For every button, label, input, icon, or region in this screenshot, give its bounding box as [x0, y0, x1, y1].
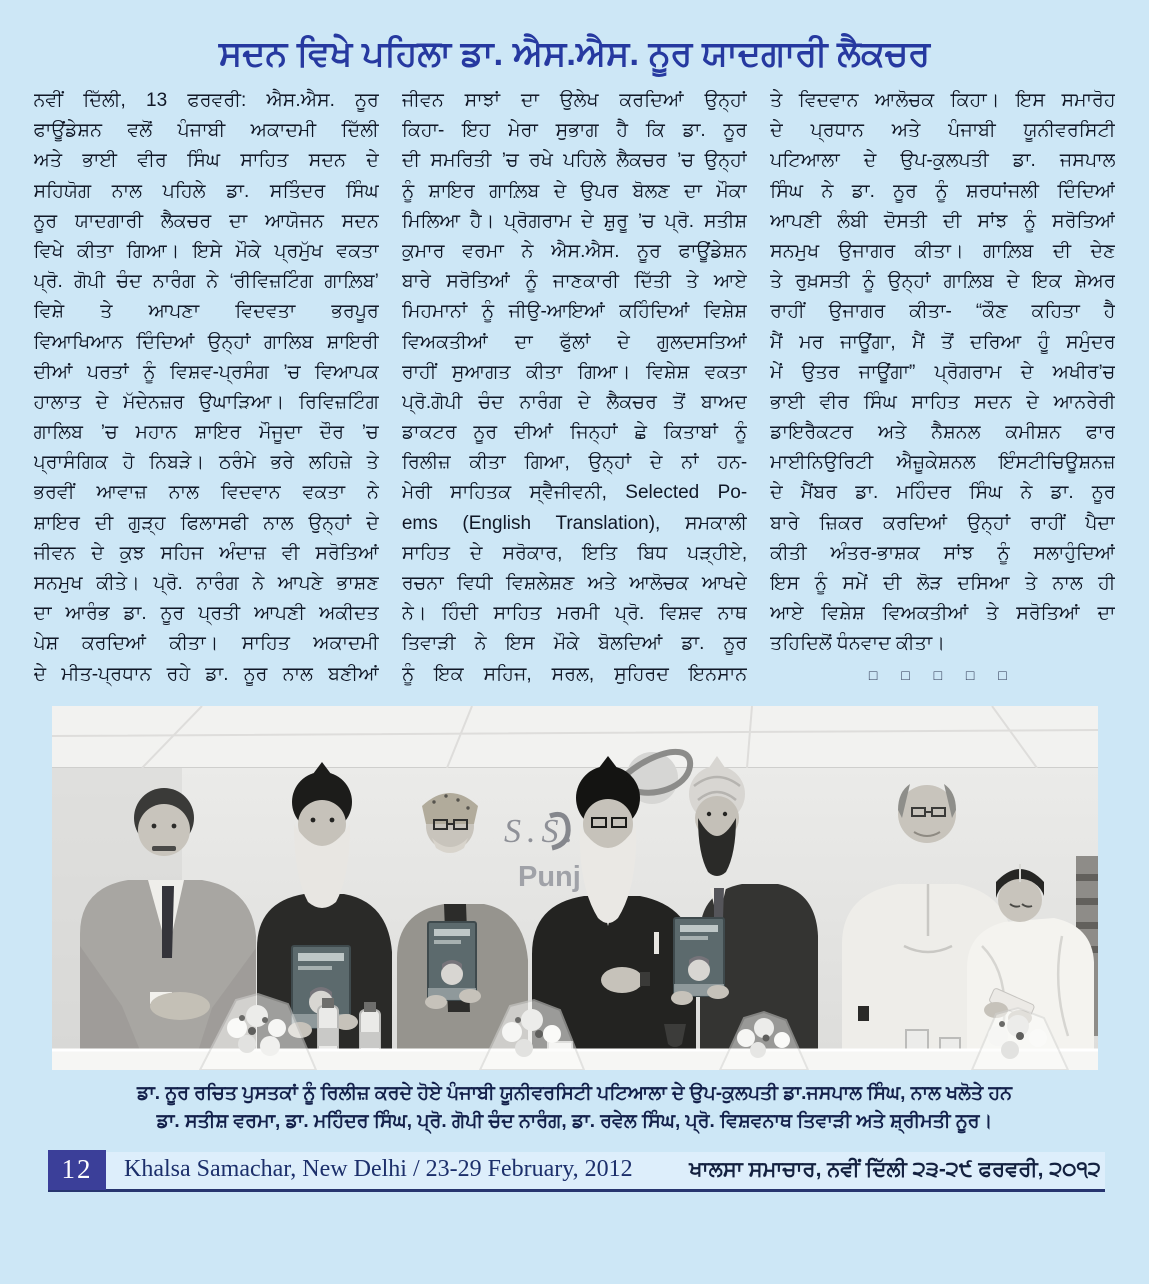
- article-line: ਜੀਵਨ ਸਾਝਾਂ ਦਾ ਉਲੇਖ ਕਰਦਿਆਂ ਉਨ੍ਹਾਂ: [401, 90, 748, 111]
- footer-rule: [48, 1189, 1105, 1192]
- article-line: ਬਾਰੇ ਸਰੋਤਿਆਂ ਨੂੰ ਜਾਣਕਾਰੀ ਦਿੱਤੀ ਤੇ ਆਏ: [401, 271, 748, 293]
- article-line: ਪਟਿਆਲਾ ਦੇ ਉਪ-ਕੁਲਪਤੀ ਡਾ. ਜਸਪਾਲ: [770, 150, 1116, 172]
- article-line: ਕੀਤੀ ਅੰਤਰ-ਭਾਸ਼ਕ ਸਾਂਝ ਨੂੰ ਸਲਾਹੁੰਦਿਆਂ: [770, 542, 1116, 564]
- article-column-3: [770, 86, 1115, 690]
- article-line: ਮੇਂ ਉਤਰ ਜਾਊਂਗਾ” ਪ੍ਰੋਗਰਾਮ ਦੇ ਅਖੀਰ’ਚ: [770, 361, 1116, 383]
- article-line: ਸਹਿਯੋਗ ਨਾਲ ਪਹਿਲੇ ਡਾ. ਸਤਿੰਦਰ ਸਿੰਘ: [33, 180, 379, 202]
- article-line: ਸਾਹਿਤ ਦੇ ਸਰੋਕਾਰ, ਇਤਿ ਬਿਧ ਪੜ੍ਹੀਏ,: [401, 542, 748, 564]
- article-line: ਪ੍ਰੋ.ਗੋਪੀ ਚੰਦ ਨਾਰੰਗ ਦੇ ਲੈਕਚਰ ਤੋਂ ਬਾਅਦ: [401, 391, 748, 413]
- footer-english-text: Khalsa Samachar, New Delhi / 23-29 February, 2012: [124, 1155, 633, 1182]
- page-number-box: [48, 1150, 106, 1190]
- article-line: ਰਚਨਾ ਵਿਧੀ ਵਿਸ਼ਲੇਸ਼ਣ ਅਤੇ ਆਲੋਚਕ ਆਖਦੇ: [401, 573, 748, 594]
- article-line: ਵਿਅਕਤੀਆਂ ਦਾ ਫੁੱਲਾਂ ਦੇ ਗੁਲਦਸਤਿਆਂ: [401, 331, 748, 353]
- article-line: ਦਾ ਆਰੰਭ ਡਾ. ਨੂਰ ਪ੍ਰਤੀ ਆਪਣੀ ਅਕੀਦਤ: [33, 603, 379, 625]
- end-of-article-marker: □ □ □ □ □: [868, 666, 1017, 683]
- released-book-2: [425, 922, 481, 1009]
- article-line: ਅਤੇ ਭਾਈ ਵੀਰ ਸਿੰਘ ਸਾਹਿਤ ਸਦਨ ਦੇ: [33, 150, 379, 172]
- article-line: ਰਾਹੀਂ ਉਜਾਗਰ ਕੀਤਾ- “ਕੌਣ ਕਹਿਤਾ ਹੈ: [770, 301, 1116, 323]
- banner-text-punj: Punj: [517, 860, 581, 893]
- article-line: ਮਾਈਨਿਉਰਿਟੀ ਐਜ਼ੂਕੇਸ਼ਨਲ ਇੰਸਟੀਚਿਊਸ਼ਨਜ਼: [770, 452, 1116, 474]
- article-body: [34, 86, 1116, 690]
- article-line: ਇਸ ਨੂੰ ਸਮੇਂ ਦੀ ਲੋੜ ਦਸਿਆ ਤੇ ਨਾਲ ਹੀ: [770, 573, 1116, 594]
- article-line: ਦੀ ਸਮਰਿਤੀ ’ਚ ਰਖੇ ਪਹਿਲੇ ਲੈਕਚਰ ’ਚ ਉਨ੍ਹਾਂ: [401, 150, 748, 172]
- article-line: ਤੇ ਰੁਖ਼ਸਤੀ ਨੂੰ ਉਨ੍ਹਾਂ ਗਾਲ਼ਿਬ ਦੇ ਇਕ ਸ਼ੇਅਰ: [770, 271, 1116, 293]
- article-line: ਸ਼ਾਇਰ ਦੀ ਗੁੜ੍ਹ ਫਿਲਾਸਫੀ ਨਾਲ ਉਨ੍ਹਾਂ ਦੇ: [33, 512, 379, 534]
- article-line: ਤਿਵਾੜੀ ਨੇ ਇਸ ਮੌਕੇ ਬੋਲਦਿਆਂ ਡਾ. ਨੂਰ: [401, 633, 748, 655]
- article-line: ਪ੍ਰੋ. ਗੋਪੀ ਚੰਦ ਨਾਰੰਗ ਨੇ ‘ਰੀਵਿਜ਼ਟਿੰਗ ਗਾਲ਼ਿਬ’: [33, 271, 379, 293]
- article-line: ਡਾਇਰੈਕਟਰ ਅਤੇ ਨੈਸ਼ਨਲ ਕਮੀਸ਼ਨ ਫਾਰ: [770, 422, 1116, 444]
- article-line: ਕੁਮਾਰ ਵਰਮਾ ਨੇ ਐਸ.ਐਸ. ਨੂਰ ਫਾਊਂਡੇਸ਼ਨ: [401, 240, 748, 262]
- page-title: ਸਦਨ ਵਿਖੇ ਪਹਿਲਾ ਡਾ. ਐਸ.ਐਸ. ਨੂਰ ਯਾਦਗਾਰੀ ਲੈਕਚਰ: [218, 34, 931, 73]
- photo-caption: [65, 1080, 1085, 1136]
- article-line: ਵਿਆਖਿਆਨ ਦਿੰਦਿਆਂ ਉਨ੍ਹਾਂ ਗਾਲਿਬ ਸ਼ਾਇਰੀ: [33, 331, 379, 353]
- article-line: ਹਾਲਾਤ ਦੇ ਮੱਦੇਨਜ਼ਰ ਉਘਾੜਿਆ। ਰਿਵਿਜ਼ਟਿੰਗ: [33, 391, 379, 413]
- article-line: ਕਿਹਾ- ਇਹ ਮੇਰਾ ਸੁਭਾਗ ਹੈ ਕਿ ਡਾ. ਨੂਰ: [401, 120, 748, 142]
- article-line: ਸਨਮੁਖ ਕੀਤੇ। ਪ੍ਰੋ. ਨਾਰੰਗ ਨੇ ਆਪਣੇ ਭਾਸ਼ਣ: [33, 573, 379, 594]
- photo-caption-line-1: ਡਾ. ਨੂਰ ਰਚਿਤ ਪੁਸਤਕਾਂ ਨੂੰ ਰਿਲੀਜ਼ ਕਰਦੇ ਹੋਏ ਪੰਜਾਬੀ ਯੂਨੀਵਰਸਿਟੀ ਪਟਿਆਲਾ ਦੇ ਉਪ-ਕੁਲਪਤੀ ਡਾ.ਜਸਪਾਲ ਸਿੰਘ, ਨਾਲ ਖਲੋਤੇ ਹਨ: [136, 1082, 1013, 1104]
- article-line: ਪ੍ਰਾਸੰਗਿਕ ਹੋ ਨਿਬੜੇ। ਠਰੰਮੇ ਭਰੇ ਲਹਿਜ਼ੇ ਤੇ: [33, 452, 379, 474]
- article-line: ਪੇਸ਼ ਕਰਦਿਆਂ ਕੀਤਾ। ਸਾਹਿਤ ਅਕਾਦਮੀ: [33, 633, 379, 655]
- article-line: ਭਰਵੀਂ ਆਵਾਜ਼ ਨਾਲ ਵਿਦਵਾਨ ਵਕਤਾ ਨੇ: [33, 482, 379, 504]
- article-line: ਗਾਲਿਬ ’ਚ ਮਹਾਨ ਸ਼ਾਇਰ ਮੌਜੂਦਾ ਦੌਰ ’ਚ: [33, 422, 379, 444]
- page-footer: [48, 1150, 1105, 1198]
- article-line: ਤਹਿਦਿਲੋਂ ਧੰਨਵਾਦ ਕੀਤਾ।: [770, 633, 946, 655]
- article-line: ਦੇ ਪ੍ਰਧਾਨ ਅਤੇ ਪੰਜਾਬੀ ਯੂਨੀਵਰਸਿਟੀ: [770, 120, 1116, 142]
- page-number: 12: [61, 1154, 93, 1185]
- article-line: ਬਾਰੇ ਜ਼ਿਕਰ ਕਰਦਿਆਂ ਉਨ੍ਹਾਂ ਰਾਹੀਂ ਪੈਦਾ: [770, 512, 1116, 534]
- article-line: ਫਾਊਂਡੇਸ਼ਨ ਵਲੋਂ ਪੰਜਾਬੀ ਅਕਾਦਮੀ ਦਿੱਲੀ: [33, 120, 379, 142]
- article-column-2: [402, 86, 747, 690]
- article-line: ਆਪਣੀ ਲੰਬੀ ਦੋਸਤੀ ਦੀ ਸਾਂਝ ਨੂੰ ਸਰੋਤਿਆਂ: [770, 210, 1116, 232]
- ceiling-tiles: [52, 706, 1098, 768]
- article-line: ਭਾਈ ਵੀਰ ਸਿੰਘ ਸਾਹਿਤ ਸਦਨ ਦੇ ਆਨਰੇਰੀ: [770, 391, 1116, 413]
- banner-text-ss: S.S.: [503, 812, 579, 850]
- article-line: ਜੀਵਨ ਦੇ ਕੁਝ ਸਹਿਜ ਅੰਦਾਜ਼ ਵੀ ਸਰੋਤਿਆਂ: [33, 542, 379, 564]
- article-line: ਦੇ ਮੈਂਬਰ ਡਾ. ਮਹਿੰਦਰ ਸਿੰਘ ਨੇ ਡਾ. ਨੂਰ: [770, 482, 1116, 504]
- article-line: ਵਿਖੇ ਕੀਤਾ ਗਿਆ। ਇਸੇ ਮੌਕੇ ਪ੍ਰਮੁੱਖ ਵਕਤਾ: [33, 240, 379, 262]
- photo-caption-line-2: ਡਾ. ਸਤੀਸ਼ ਵਰਮਾ, ਡਾ. ਮਹਿੰਦਰ ਸਿੰਘ, ਪ੍ਰੋ. ਗੋਪੀ ਚੰਦ ਨਾਰੰਗ, ਡਾ. ਰਵੇਲ ਸਿੰਘ, ਪ੍ਰੋ. ਵਿਸ਼ਵਨਾਥ ਤਿਵਾੜੀ ਅਤੇ ਸ਼੍ਰੀਮਤੀ ਨੂਰ।: [156, 1110, 993, 1132]
- article-line: ems (English Translation), ਸਮਕਾਲੀ: [401, 512, 748, 534]
- released-book-3: [671, 918, 729, 1005]
- article-line: ਦੀਆਂ ਪਰਤਾਂ ਨੂੰ ਵਿਸ਼ਵ-ਪ੍ਰਸੰਗ ’ਚ ਵਿਆਪਕ: [33, 361, 379, 383]
- article-line: ਤੇ ਵਿਦਵਾਨ ਆਲੋਚਕ ਕਿਹਾ। ਇਸ ਸਮਾਰੋਹ: [770, 90, 1116, 111]
- article-column-1: [34, 86, 379, 690]
- footer-punjabi-text: ਖਾਲਸਾ ਸਮਾਚਾਰ, ਨਵੀਂ ਦਿੱਲੀ ੨੩-੨੯ ਫਰਵਰੀ, ੨੦੧੨: [689, 1157, 1101, 1181]
- article-line: ਰਾਹੀਂ ਸੁਆਗਤ ਕੀਤਾ ਗਿਆ। ਵਿਸ਼ੇਸ਼ ਵਕਤਾ: [401, 361, 748, 383]
- article-line: ਰਿਲੀਜ਼ ਕੀਤਾ ਗਿਆ, ਉਨ੍ਹਾਂ ਦੇ ਨਾਂ ਹਨ-: [401, 452, 748, 474]
- article-line: ਵਿਸ਼ੇ ਤੇ ਆਪਣਾ ਵਿਦਵਤਾ ਭਰਪੂਰ: [33, 301, 379, 323]
- event-photo-scene: [52, 706, 1098, 1070]
- article-line: ਸਨਮੁਖ ਉਜਾਗਰ ਕੀਤਾ। ਗਾਲ਼ਿਬ ਦੀ ਦੇਣ: [770, 240, 1116, 262]
- article-line: ਮੇਰੀ ਸਾਹਿਤਕ ਸ੍ਵੈਜੀਵਨੀ, Selected Po-: [401, 482, 748, 504]
- article-line: ਨੂੰ ਇਕ ਸਹਿਜ, ਸਰਲ, ਸੁਹਿਰਦ ਇਨਸਾਨ: [401, 663, 748, 685]
- article-line: ਨੂੰ ਸ਼ਾਇਰ ਗਾਲ਼ਿਬ ਦੇ ਉਪਰ ਬੋਲਣ ਦਾ ਮੌਕਾ: [401, 180, 748, 202]
- event-photograph: [52, 706, 1098, 1070]
- article-line: ਡਾਕਟਰ ਨੂਰ ਦੀਆਂ ਜਿਨ੍ਹਾਂ ਛੇ ਕਿਤਾਬਾਂ ਨੂੰ: [401, 422, 748, 444]
- article-line: ਨਵੀਂ ਦਿੱਲੀ, 13 ਫਰਵਰੀ: ਐਸ.ਐਸ. ਨੂਰ: [33, 90, 379, 111]
- article-line: ਮੈਂ ਮਰ ਜਾਊਂਗਾ, ਮੈਂ ਤੋਂ ਦਰਿਆ ਹੂੰ ਸਮੁੰਦਰ: [770, 331, 1116, 353]
- article-line: ਸਿੰਘ ਨੇ ਡਾ. ਨੂਰ ਨੂੰ ਸ਼ਰਧਾਂਜਲੀ ਦਿੰਦਿਆਂ: [770, 180, 1116, 202]
- article-line: ਮਿਲਿਆ ਹੈ। ਪ੍ਰੋਗਰਾਮ ਦੇ ਸ਼ੁਰੂ ’ਚ ਪ੍ਰੋ. ਸਤੀਸ਼: [401, 210, 748, 232]
- article-line: ਨੇ। ਹਿੰਦੀ ਸਾਹਿਤ ਮਰਮੀ ਪ੍ਰੋ. ਵਿਸ਼ਵ ਨਾਥ: [401, 603, 748, 625]
- newspaper-page: [0, 34, 1149, 1284]
- article-line: ਮਿਹਮਾਨਾਂ ਨੂੰ ਜੀਉ-ਆਇਆਂ ਕਹਿੰਦਿਆਂ ਵਿਸ਼ੇਸ਼: [401, 301, 748, 323]
- article-line: ਆਏ ਵਿਸ਼ੇਸ਼ ਵਿਅਕਤੀਆਂ ਤੇ ਸਰੋਤਿਆਂ ਦਾ: [770, 603, 1116, 625]
- article-line: ਨੂਰ ਯਾਦਗਾਰੀ ਲੈਕਚਰ ਦਾ ਆਯੋਜਨ ਸਦਨ: [33, 210, 379, 232]
- article-line: ਦੇ ਮੀਤ-ਪ੍ਰਧਾਨ ਰਹੇ ਡਾ. ਨੂਰ ਨਾਲ ਬਣੀਆਂ: [33, 663, 379, 685]
